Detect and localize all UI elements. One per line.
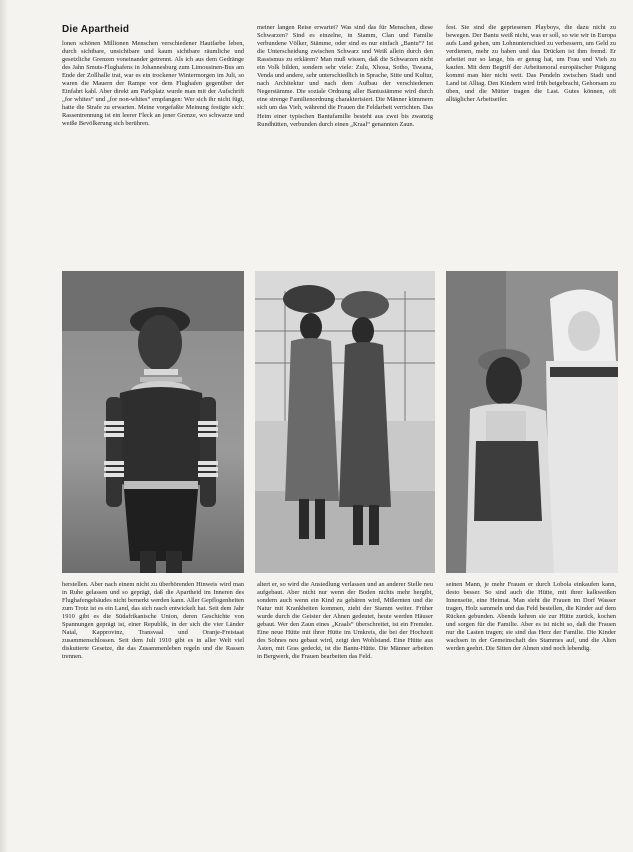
paragraph: seinen Mann, je mehr Frauen er durch Lobola einkaufen kann, desto besser. So sind auch die Hütte, mit ihrer kalkweißen Innenseite, eine Heimat. Man sieht die Frauen im Dorf Wasser tragen, Holz sammeln und das Feld bestellen, die Kinder auf dem Rücken gebunden. Abends kehren sie zur Hütte zurück, kochen und sorgen für die Familie. Aber es ist nicht so, daß die Frauen nur die Lasten tragen; sie sind das Herz der Familie. Die Kinder wachsen in der Gemeinschaft des Stammes auf, und die Alten werden geehrt. Die Sitten der Ahnen sind noch lebendig. <box>446 581 616 653</box>
paragraph: lonen schönen Millionen Menschen verschiedener Hautfarbe leben, durch sichtbare, unsichtbare und kaum sichtbare räumliche und gesetzliche Grenzen voneinander getrennt. Als ich aus dem Gedränge des Jahn Smuts-Flughafens in Johannesburg zum Limousinen-Bus am Ende der Zollhalle trat, war es ein trockener Wintermorgen im Juli, so waren die Mauern der Rampe vor dem Flughafen gegenüber der Einfahrt kahl. Aber direkt am Parkplatz wurde man mit der Aufschrift „for whites“ und „for non-whites“ empfangen: Wer sich ihr nicht fügt, hatte die Strafe zu erwarten. Meine vorgefaßte Meinung festigte sich: Rassentrennung ist ein leerer Fleck an jener Grenze, wo schwarze und weiße Bevölkerung sich berühren. <box>62 40 244 128</box>
text-column-2-top <box>257 24 433 268</box>
paragraph: fest. Sie sind die gepriesenen Playboys, die dazu nicht zu bewegen. Der Bantu weiß nicht, was er soll, so wie wir in Europa aufs Land gehen, um Lohnunterschied zu verbessern, um Geld zu verdienen, mehr zu haben und das Drücken ist ihm fremd. Er arbeitet nur so lange, bis er genug hat, um Frau und Vieh zu kaufen. Mit dem Begriff der Arbeitsmoral europäischer Prägung kommt man hier nicht weit. Das Pendeln zwischen Stadt und Land ist Alltag. Den Kindern wird früh beigebracht, Gehorsam zu üben, und die Mütter tragen die Last. Gutes können, oft alltäglicher Arbeitseifer. <box>446 24 616 104</box>
text-column-1-top <box>62 40 244 268</box>
photo-two-women <box>255 271 435 573</box>
paragraph: meiner langen Reise erwartet? Was sind das für Menschen, diese Schwarzen? Sind es einzelne, in Stamm, Clan und Familie verbundene Völker, Stämme, oder sind es nur einfach „Bantu“? Ist die Unterscheidung zwischen Schwarz und Weiß allein durch den Rassismus zu erklären? Man muß wissen, daß die Schwarzen nicht ein Volk bilden, sondern sehr viele: Zulu, Xhosa, Sotho, Tswana, Venda und andere, sehr unterschiedlich in Sprache, Sitte und Kultur, nach Architektur und nach dem Aufbau der verschiedenen Negerstämme. Die soziale Ordnung aller Bantustämme wird durch eine strenge Familienordnung charakterisiert. Die Männer kümmern sich um das Vieh, während die Frauen die Feldarbeit verrichten. Das Heim einer typischen Bantufamilie besteht aus zwei bis zwanzig Rundhütten, verbunden durch einen „Kraal“ genannten Zaun. <box>257 24 433 128</box>
text-column-2-bottom <box>257 581 433 831</box>
text-column-3-top <box>446 24 616 268</box>
photo-young-woman <box>62 271 244 573</box>
text-column-3-bottom <box>446 581 616 831</box>
text-column-1-bottom <box>62 581 244 831</box>
paragraph: altert er, so wird die Ansiedlung verlassen und an anderer Stelle neu aufgebaut. Aber nicht nur wenn der Boden nichts mehr hergibt, sondern auch wenn ein Kind zu gebären wird, Mißernten und die Natur mit Krankheiten kommen, zieht der Stamm weiter. Früher wurde durch die Geister der Ahnen gedeutet, heute werden Häuser gebaut. Wer den Zaun eines „Kraals“ überschreitet, ist ein Fremder. Eine neue Hütte mit ihrer Hütte im Umkreis, die bei der Hochzeit des Sohnes neu gebaut wird, zeigt den Wohlstand. Eine Hütte aus Ästen, mit Gras gedeckt, ist die Bantu-Hütte. Die Männer arbeiten in Bergwerk, die Frauen bearbeiten das Feld. <box>257 581 433 661</box>
scan-shadow <box>0 0 8 852</box>
paragraph: herstellen. Aber nach einem nicht zu überhörenden Hinweis wird man in Ruhe gelassen und so geprägt, daß die Apartheid im Inneren des Flughafengebäudes nicht bemerkt werden kann. Aller Gepflogenheiten zum Trotz ist es ein Land, das sich rasch entwickelt hat. Seit dem Jahr 1910 gibt es die Südafrikanische Union, deren Geschichte von Spannungen geprägt ist, einer Republik, in der sich die vier Länder Natal, Kapprovinz, Transvaal und Oranje-Freistaat zusammenschlossen. Seit dem Juli 1910 gibt es in aller Welt viel diskutierte Gesetze, die das Zusammenleben regeln und die Rassen trennen. <box>62 581 244 661</box>
article-title: Die Apartheid <box>62 24 130 35</box>
photo-nurse-and-woman <box>446 271 618 573</box>
